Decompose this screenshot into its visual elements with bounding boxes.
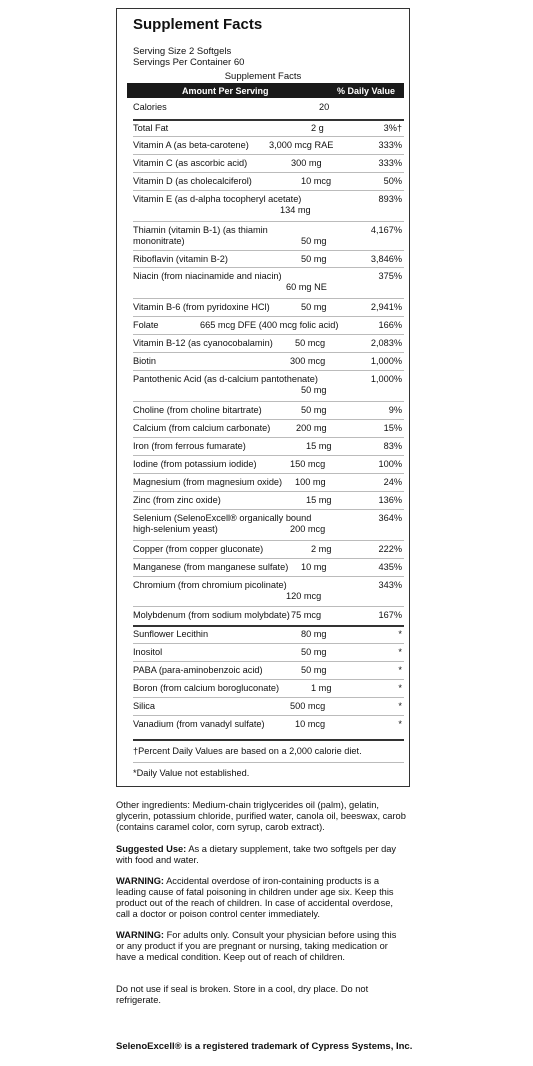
nutrient-name: Vitamin D (as cholecalciferol) [133,176,252,186]
nutrient-daily-value: * [398,719,402,729]
nutrient-amount: 10 mcg [301,176,332,186]
nutrient-daily-value: 435% [378,562,402,572]
row-separator [133,334,404,335]
nutrient-amount: 2 mg [311,544,332,554]
nutrient-amount: 500 mcg [290,701,326,711]
row-separator [133,679,404,680]
nutrient-daily-value: 893% [378,194,402,204]
nutrient-name: Vitamin B-12 (as cyanocobalamin) [133,338,273,348]
nutrient-name: Vitamin B-6 (from pyridoxine HCl) [133,302,270,312]
nutrient-amount: 15 mg [306,441,332,451]
row-separator [133,316,404,317]
nutrient-amount: 300 mcg [290,356,326,366]
nutrient-name: Total Fat [133,123,169,133]
row-separator [133,509,404,510]
nutrient-daily-value: 100% [378,459,402,469]
row-separator [133,190,404,191]
row-separator [133,119,404,121]
nutrient-daily-value: 2,941% [370,302,402,312]
nutrient-daily-value: 3,846% [370,254,402,264]
nutrient-amount: 50 mg [301,665,327,675]
nutrient-name: Boron (from calcium borogluconate) [133,683,280,693]
nutrient-amount: 10 mg [301,562,327,572]
nutrient-daily-value: 333% [378,158,402,168]
row-separator [133,172,404,173]
table-caption: Supplement Facts [224,71,302,82]
row-separator [133,715,404,716]
nutrient-name: Thiamin (vitamin B-1) (as thiamin mononitrate) [133,225,268,246]
nutrient-amount: 50 mg [301,236,327,246]
nutrient-daily-value: 50% [383,176,402,186]
nutrient-amount: 15 mg [306,495,332,505]
nutrient-name: Manganese (from manganese sulfate) [133,562,289,572]
nutrient-amount: 665 mcg DFE (400 mcg folic acid) [200,320,339,330]
nutrient-amount: 50 mg [301,647,327,657]
nutrient-daily-value: * [398,683,402,693]
nutrient-daily-value: 9% [388,405,402,415]
nutrient-name: Vitamin A (as beta-carotene) [133,140,249,150]
nutrient-amount: 1 mg [311,683,332,693]
row-separator [133,352,404,353]
nutrient-name: PABA (para-aminobenzoic acid) [133,665,263,675]
footnote-divider [133,739,404,741]
nutrient-name: Calcium (from calcium carbonate) [133,423,271,433]
nutrient-daily-value: 24% [383,477,402,487]
storage-note: Do not use if seal is broken. Store in a cool, dry place. Do not refrigerate. [116,984,369,1005]
nutrient-amount: 120 mcg [286,591,322,601]
row-separator [133,643,404,644]
nutrient-amount: 50 mg [301,385,327,395]
nutrient-name: Copper (from copper gluconate) [133,544,264,554]
footnote-percent: †Percent Daily Values are based on a 2,000 calorie diet. [133,746,362,756]
nutrient-amount: 50 mg [301,405,327,415]
nutrient-amount: 150 mcg [290,459,326,469]
nutrient-name: Iodine (from potassium iodide) [133,459,257,469]
nutrient-amount: 200 mg [296,423,327,433]
nutrient-amount: 50 mg [301,302,327,312]
nutrient-daily-value: * [398,629,402,639]
nutrient-daily-value: 2,083% [370,338,402,348]
warning-adults [116,930,406,963]
suggested-use [116,844,406,866]
nutrient-amount: 300 mg [291,158,322,168]
suggested-use-text: As a dietary supplement, take two softgels per day with food and water. [116,844,397,865]
nutrient-daily-value: 167% [378,610,402,620]
warning-adults-text: For adults only. Consult your physician before using this or any product if you are pregnant or nursing, taking medication or have a medical condition. Keep out of reach of children. [116,930,397,962]
nutrient-name: Selenium (SelenoExcell® organically bound high-selenium yeast) [133,513,312,534]
suggested-use-label: Suggested Use: [116,844,187,854]
nutrient-daily-value: 3%† [383,123,402,133]
row-separator [133,437,404,438]
nutrient-daily-value: 333% [378,140,402,150]
nutrient-name: Molybdenum (from sodium molybdate) [133,610,290,620]
servings-per-container: Servings Per Container 60 [133,57,245,68]
row-separator [133,606,404,607]
warning-adults-label: WARNING: [116,930,165,940]
nutrient-amount: 50 mcg [295,338,326,348]
warning-iron [116,876,406,920]
nutrient-amount: 60 mg NE [286,282,327,292]
nutrient-daily-value: 166% [378,320,402,330]
nutrient-daily-value: 83% [383,441,402,451]
row-separator [133,661,404,662]
header-amount-per-serving: Amount Per Serving [182,86,269,96]
nutrient-name: Vitamin E (as d-alpha tocopheryl acetate) [133,194,302,204]
footnote-separator [133,762,404,763]
nutrient-daily-value: 222% [378,544,402,554]
nutrient-daily-value: * [398,665,402,675]
nutrient-amount: 134 mg [280,205,311,215]
row-separator [133,250,404,251]
nutrient-amount: 75 mcg [291,610,322,620]
nutrient-amount: 50 mg [301,254,327,264]
row-separator [133,370,404,371]
nutrient-daily-value: 343% [378,580,402,590]
row-separator [133,697,404,698]
nutrient-daily-value: 4,167% [370,225,402,235]
warning-iron-label: WARNING: [116,876,165,886]
nutrient-daily-value: * [398,647,402,657]
nutrient-daily-value: 364% [378,513,402,523]
row-separator [133,491,404,492]
nutrient-name: Biotin [133,356,156,366]
row-separator [133,576,404,577]
nutrient-name: Vanadium (from vanadyl sulfate) [133,719,265,729]
row-separator [133,401,404,402]
row-separator [133,473,404,474]
nutrient-amount: 2 g [311,123,324,133]
nutrient-amount: 80 mg [301,629,327,639]
nutrient-amount: 10 mcg [295,719,326,729]
row-separator [133,558,404,559]
nutrient-name: Zinc (from zinc oxide) [133,495,221,505]
row-separator [133,419,404,420]
row-separator [133,154,404,155]
serving-size: Serving Size 2 Softgels [133,46,232,57]
nutrient-name: Niacin (from niacinamide and niacin) [133,271,282,281]
header-daily-value: % Daily Value [337,86,396,96]
nutrient-name: Vitamin C (as ascorbic acid) [133,158,248,168]
nutrient-daily-value: 136% [378,495,402,505]
nutrient-amount: 100 mg [295,477,326,487]
nutrient-daily-value: 1,000% [370,374,402,384]
row-separator [133,625,404,627]
panel-title: Supplement Facts [133,16,263,33]
nutrient-name: Folate [133,320,159,330]
nutrient-name: Silica [133,701,155,711]
warning-iron-text: Accidental overdose of iron-containing products is a leading cause of fatal poisoning in children under age six. Keep this product out of the reach of children. In case of accidental overdose, call a doctor or poison control center immediately. [116,876,394,919]
row-separator [133,540,404,541]
nutrient-daily-value: * [398,701,402,711]
nutrient-daily-value: 375% [378,271,402,281]
nutrient-name: Magnesium (from magnesium oxide) [133,477,283,487]
nutrient-amount: 200 mcg [290,524,326,534]
nutrient-name: Choline (from choline bitartrate) [133,405,262,415]
row-separator [133,221,404,222]
nutrient-name: Sunflower Lecithin [133,629,209,639]
nutrient-name: Chromium (from chromium picolinate) [133,580,287,590]
nutrient-amount: 3,000 mcg RAE [269,140,334,150]
nutrient-name: Riboflavin (vitamin B-2) [133,254,228,264]
other-ingredients: Other ingredients: Medium-chain triglycerides oil (palm), gelatin, glycerin, potassium chloride, purified water, canola oil, beeswax, carob (contains caramel color, corn syrup, carob extract). [116,800,406,832]
row-separator [133,267,404,268]
footnote-star: *Daily Value not established. [133,768,250,778]
row-separator [133,455,404,456]
row-separator [133,136,404,137]
row-separator [133,298,404,299]
nutrient-name: Calories [133,102,167,112]
nutrient-name: Pantothenic Acid (as d-calcium pantothenate) [133,374,318,384]
nutrient-name: Iron (from ferrous fumarate) [133,441,246,451]
nutrient-daily-value: 15% [383,423,402,433]
trademark-note: SelenoExcell® is a registered trademark of Cypress Systems, Inc. [116,1041,413,1052]
nutrient-name: Inositol [133,647,163,657]
nutrient-daily-value: 1,000% [370,356,402,366]
nutrient-amount: 20 [319,102,330,112]
